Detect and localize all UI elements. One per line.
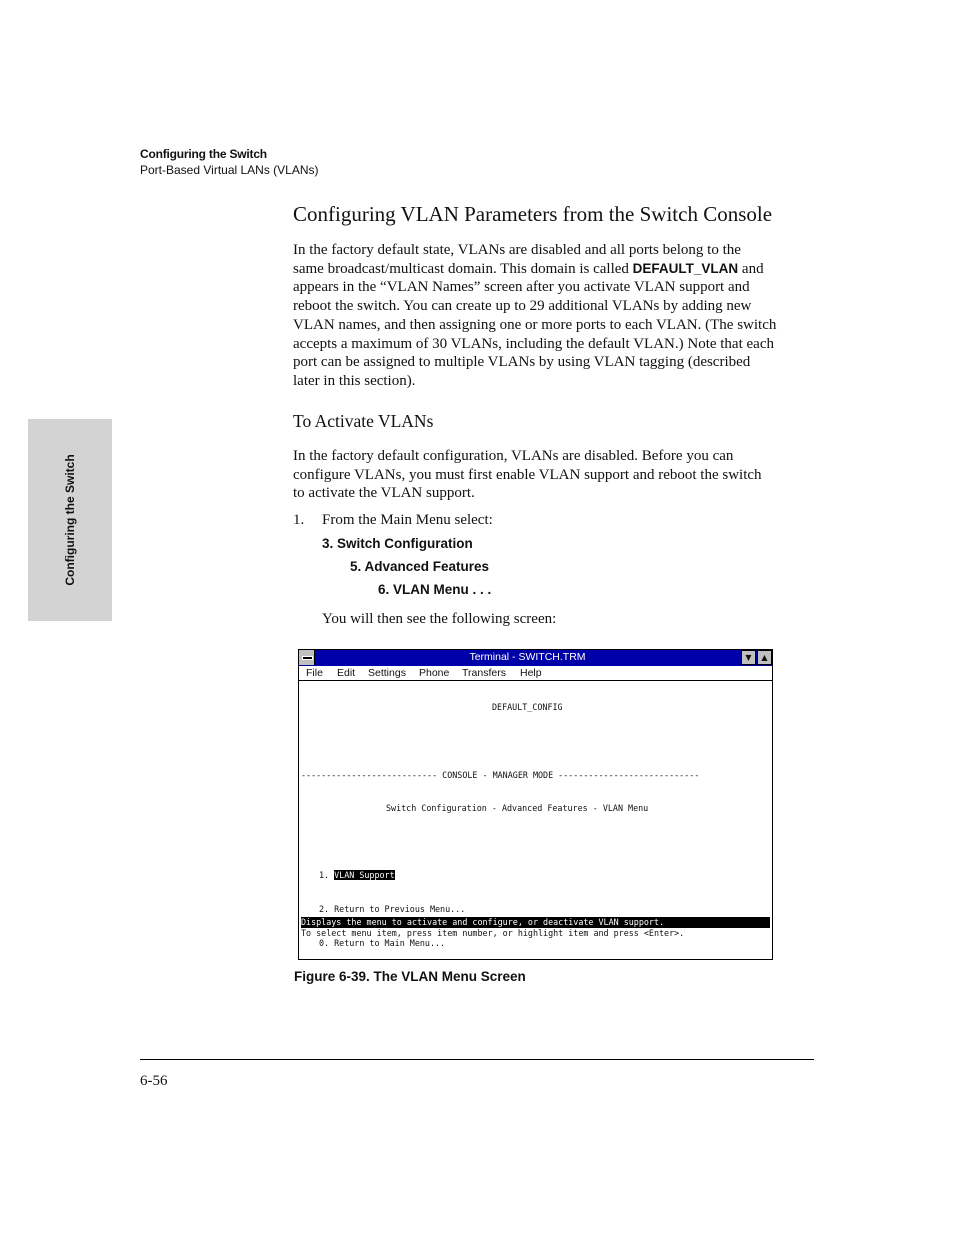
menu-file[interactable]: File: [306, 667, 323, 679]
screen-title: Switch Configuration - Advanced Features - VLAN Menu: [386, 803, 649, 814]
subsection-heading: To Activate VLANs: [293, 411, 434, 431]
page-number: 6-56: [140, 1073, 168, 1089]
follow-text: You will then see the following screen:: [322, 611, 557, 627]
menu-option-0[interactable]: 0. Return to Main Menu...: [319, 937, 446, 948]
running-header-subtitle: Port-Based Virtual LANs (VLANs): [140, 163, 319, 177]
terminal-window: [298, 649, 773, 960]
intro-line: accepts a maximum of 30 VLANs, including the default VLAN.) Note that each: [293, 335, 774, 352]
menu-settings[interactable]: Settings: [368, 667, 406, 679]
menu-option-2[interactable]: 2. Return to Previous Menu...: [319, 903, 466, 914]
body-line: In the factory default configuration, VLANs are disabled. Before you can: [293, 448, 734, 464]
menu-edit[interactable]: Edit: [337, 667, 356, 679]
menu-path-level-2: 5. Advanced Features: [350, 559, 490, 574]
menu-phone[interactable]: Phone: [419, 667, 450, 679]
menu-option-1-label[interactable]: VLAN Support: [334, 870, 395, 881]
window-titlebar[interactable]: [299, 650, 772, 666]
chapter-side-tab: [28, 419, 112, 621]
minimize-button[interactable]: ▼: [741, 650, 756, 665]
footer-rule: [140, 1059, 814, 1060]
menu-path-level-3: 6. VLAN Menu . . .: [378, 582, 492, 597]
step-number: 1.: [293, 512, 305, 528]
intro-line: VLAN names, and then assigning one or more ports to each VLAN. (The switch: [293, 316, 777, 333]
intro-paragraph: [293, 241, 815, 391]
menu-path-level-1: 3. Switch Configuration: [322, 536, 473, 551]
body-line: to activate the VLAN support.: [293, 485, 475, 502]
subsection-paragraph: [293, 447, 815, 503]
default-vlan-term: DEFAULT_VLAN: [632, 260, 739, 276]
config-name: DEFAULT_CONFIG: [492, 702, 563, 713]
body-line: configure VLANs, you must first enable VLAN support and reboot the switch: [293, 466, 762, 483]
status-line: Displays the menu to activate and configure, or deactivate VLAN support.: [301, 917, 770, 928]
intro-line: appears in the “VLAN Names” screen after you activate VLAN support and: [293, 279, 750, 296]
figure-caption: Figure 6-39. The VLAN Menu Screen: [294, 969, 526, 984]
intro-line: later in this section).: [293, 372, 416, 389]
section-heading: Configuring VLAN Parameters from the Switch Console: [293, 202, 773, 226]
side-tab-label: Configuring the Switch: [63, 454, 77, 586]
menu-option-1[interactable]: 1. VLAN Support: [319, 870, 395, 881]
system-menu-icon[interactable]: [299, 650, 315, 665]
menu-help[interactable]: Help: [520, 667, 542, 679]
intro-line: port can be assigned to multiple VLANs by using VLAN tagging (described: [293, 354, 751, 371]
step-text: From the Main Menu select:: [322, 512, 493, 528]
running-header-title: Configuring the Switch: [140, 147, 267, 161]
window-menubar: [299, 666, 772, 681]
terminal-screen: [301, 680, 770, 948]
intro-line: reboot the switch. You can create up to 29 additional VLANs by adding new: [293, 298, 752, 315]
maximize-button[interactable]: ▲: [757, 650, 772, 665]
window-title: Terminal - SWITCH.TRM: [469, 651, 586, 663]
intro-line: In the factory default state, VLANs are disabled and all ports belong to the: [293, 242, 741, 258]
intro-line: same broadcast/multicast domain. This domain is called DEFAULT_VLAN and: [293, 260, 764, 277]
help-line: To select menu item, press item number, or highlight item and press <Enter>.: [301, 928, 685, 938]
menu-transfers[interactable]: Transfers: [462, 667, 506, 679]
console-mode-line: --------------------------- CONSOLE - MANAGER MODE ----------------------------: [301, 769, 700, 780]
